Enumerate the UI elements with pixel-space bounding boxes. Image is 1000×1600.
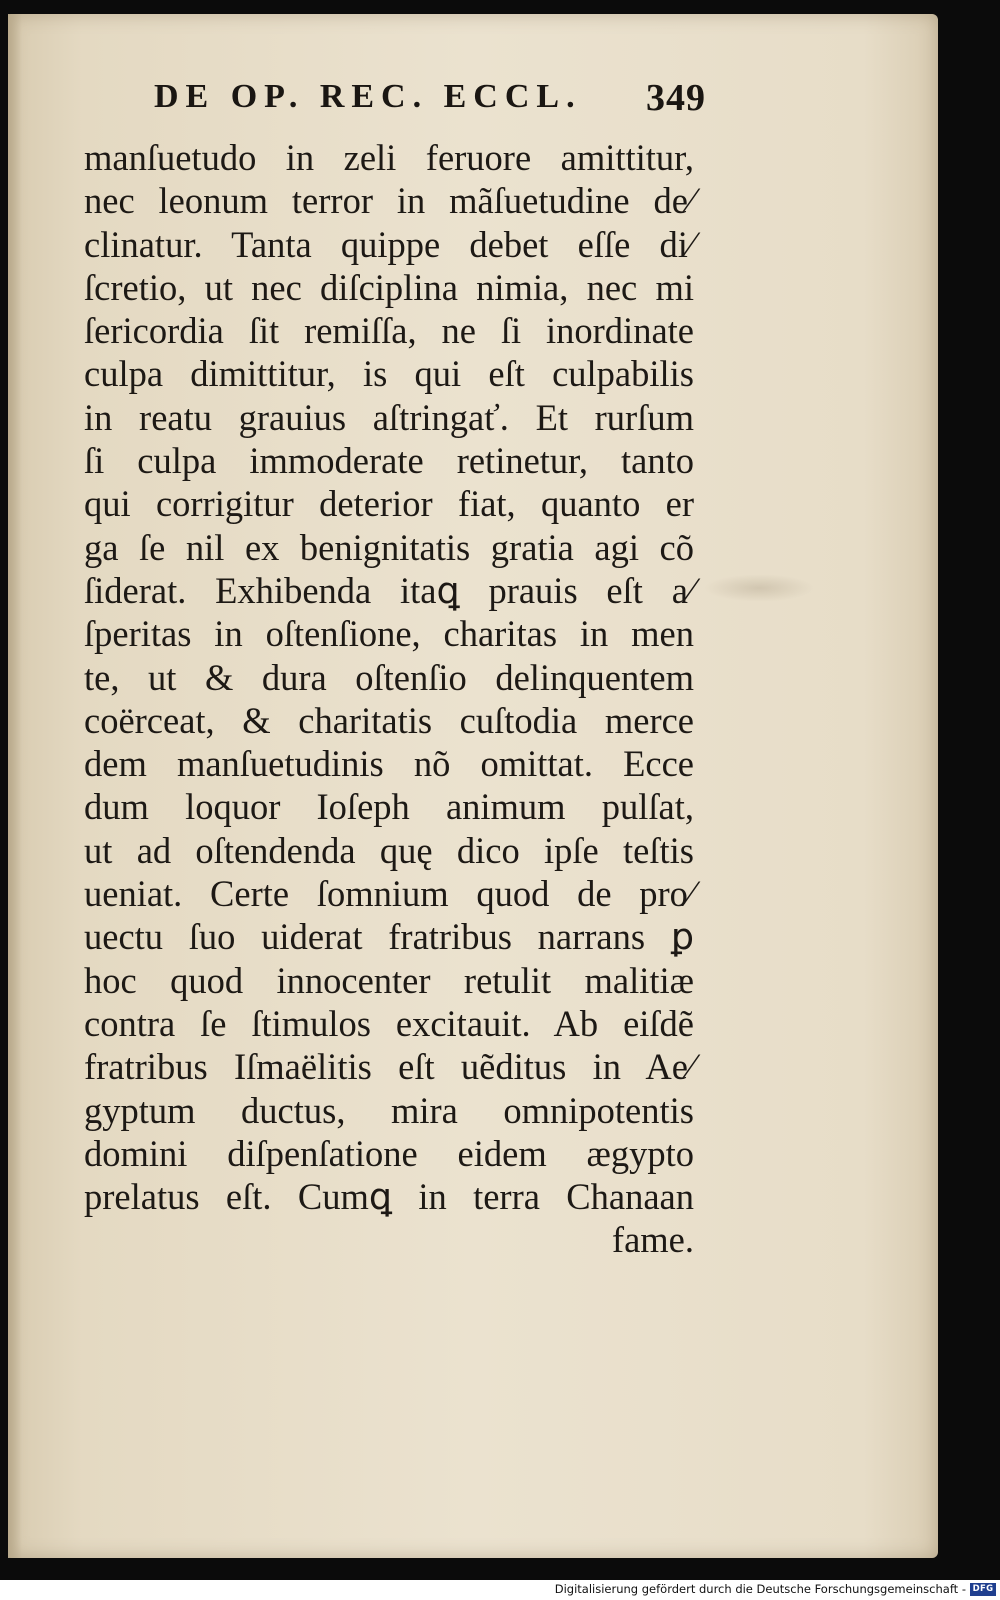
text-line: ſcretio, ut nec diſciplina nimia, nec mi	[84, 266, 694, 308]
text-line: contra ſe ſtimulos excitauit. Ab eiſdẽ	[84, 1002, 694, 1044]
text-line: uectu ſuo uiderat fratribus narrans ꝑ	[84, 916, 694, 958]
text-line: dum loquor Ioſeph animum pulſat,	[84, 786, 694, 828]
running-head	[146, 74, 706, 130]
text-line: te, ut & dura oſtenſio delinquentem	[84, 656, 694, 698]
text-line: prelatus eſt. Cumꝗ in terra Chanaan	[84, 1176, 694, 1218]
text-line: culpa dimittitur, is qui eſt culpabilis	[84, 353, 694, 395]
text-line: qui corrigitur deterior fiat, quanto er	[84, 483, 694, 525]
text-line: ut ad oſtendenda quę dico ipſe teſtis	[84, 829, 694, 871]
catchword: fame.	[611, 1219, 694, 1261]
body-text	[84, 136, 694, 1262]
footer-bar	[0, 1580, 1000, 1600]
text-line: gyptum ductus, mira omnipotentis	[84, 1089, 694, 1131]
running-title: DE OP. REC. ECCL.	[154, 78, 582, 115]
text-line: domini diſpenſatione eidem ægypto	[84, 1132, 694, 1174]
text-line: clinatur. Tanta quippe debet eſſe di⁄	[84, 223, 694, 265]
page-gutter-shadow	[8, 14, 22, 1558]
text-line: nec leonum terror in mãſuetudine de⁄	[84, 180, 694, 222]
text-line: ga ſe nil ex benignitatis gratia agi cõ	[84, 526, 694, 568]
page-number: 349	[646, 77, 706, 119]
book-page	[8, 14, 938, 1558]
text-line: fratribus Iſmaëlitis eſt uẽditus in Ae⁄	[84, 1046, 694, 1088]
text-line: coërceat, & charitatis cuſtodia merce	[84, 699, 694, 741]
text-line: ueniat. Certe ſomnium quod de pro⁄	[84, 873, 694, 915]
bleed-through-mark	[704, 574, 814, 602]
text-line: ſperitas in oſtenſione, charitas in men	[84, 613, 694, 655]
text-line: dem manſuetudinis nõ omittat. Ecce	[84, 743, 694, 785]
text-line: ſericordia ſit remiſſa, ne ſi inordinate	[84, 310, 694, 352]
text-line: in reatu grauius aſtringať. Et rurſum	[84, 396, 694, 438]
text-line: hoc quod innocenter retulit malitiæ	[84, 959, 694, 1001]
dfg-logo: DFG	[970, 1583, 996, 1596]
text-line: ſiderat. Exhibenda itaꝗ prauis eſt a⁄	[84, 569, 694, 611]
funding-credit: Digitalisierung gefördert durch die Deutsche Forschungsgemeinschaft -	[554, 1582, 966, 1596]
text-line: manſuetudo in zeli feruore amittitur,	[84, 137, 694, 178]
text-line: ſi culpa immoderate retinetur, tanto	[84, 440, 694, 482]
